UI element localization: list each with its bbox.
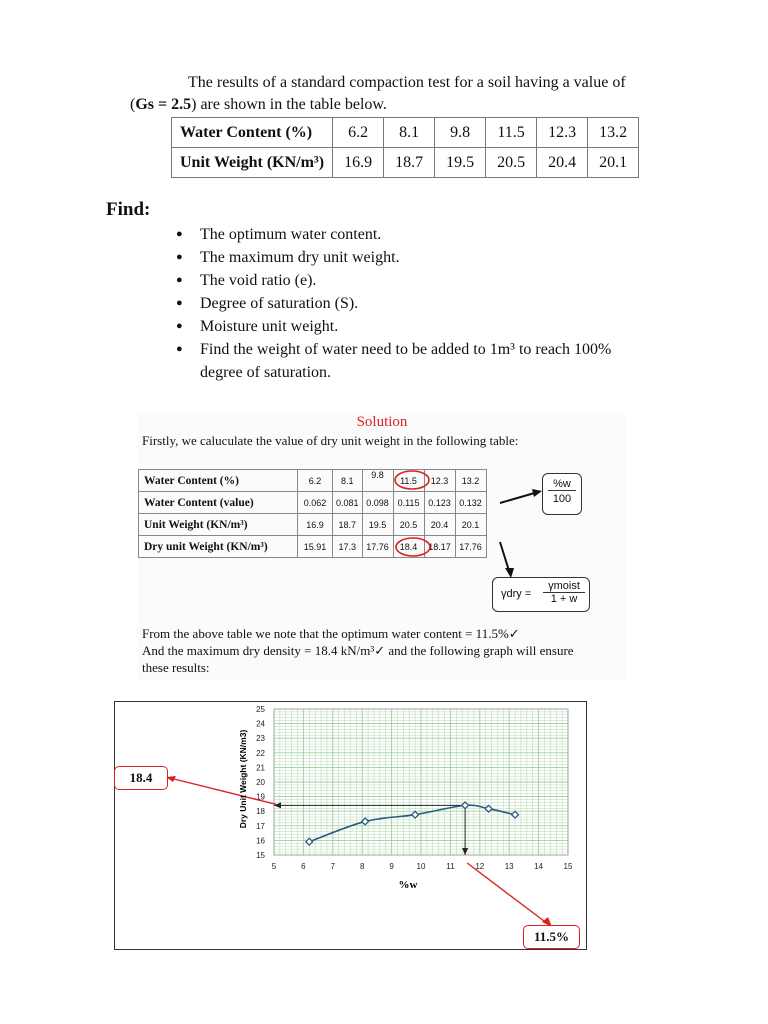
intro-line-1: The results of a standard compaction test for a soil having a value of bbox=[188, 74, 626, 91]
table-row: Unit Weight (KN/m³) 16.9 18.7 19.5 20.5 20.4 20.1 bbox=[139, 514, 487, 536]
x-tick-label: 9 bbox=[389, 862, 394, 871]
y-tick-label: 18 bbox=[256, 807, 265, 817]
conclusion-graph: these results: bbox=[142, 660, 210, 675]
solution-title: Solution bbox=[356, 414, 408, 430]
data-point-marker bbox=[462, 802, 469, 809]
list-item: ● Find the weight of water need to be added to 1m³ to reach 100% degree of saturation. bbox=[176, 338, 656, 384]
table-row: Dry unit Weight (KN/m³) 15.91 17.3 17.76 18.4 18.17 17.76 bbox=[139, 536, 487, 558]
x-tick-label: 11 bbox=[446, 862, 455, 871]
x-tick-label: 6 bbox=[301, 862, 306, 871]
compaction-curve bbox=[309, 805, 515, 842]
table-row: Water Content (%) 6.2 8.1 9.8 11.5 12.3 13.2 bbox=[139, 470, 487, 492]
y-axis-label: Dry Unit Weight (KN/m3) bbox=[238, 729, 248, 829]
list-item: ● The optimum water content. bbox=[176, 223, 656, 246]
conclusion-optimum: From the above table we note that the optimum water content = 11.5%✓ bbox=[142, 626, 520, 641]
gs-value: Gs = 2.5 bbox=[135, 96, 192, 113]
y-tick-label: 23 bbox=[256, 734, 265, 744]
data-point-marker bbox=[362, 818, 369, 825]
x-tick-label: 5 bbox=[271, 862, 277, 871]
percent-conversion-box: %w 100 bbox=[542, 473, 582, 515]
data-point-marker bbox=[306, 838, 313, 845]
dry-unit-weight-formula: γdry = γmoist 1 + w bbox=[492, 577, 590, 612]
x-tick-label: 7 bbox=[330, 862, 336, 871]
x-tick-label: 14 bbox=[534, 862, 544, 871]
table-row: Water Content (%) 6.2 8.1 9.8 11.5 12.3 13.2 bbox=[172, 118, 639, 148]
intro-line-2: (Gs = 2.5) are shown in the table below. bbox=[130, 96, 387, 113]
y-tick-label: 17 bbox=[256, 821, 265, 831]
optimum-annotation-arrow bbox=[467, 863, 548, 924]
y-tick-label: 25 bbox=[256, 705, 265, 714]
find-heading: Find: bbox=[106, 199, 151, 220]
guide-arrow-icon bbox=[462, 848, 468, 855]
x-tick-label: 15 bbox=[563, 862, 573, 871]
list-item: ● Moisture unit weight. bbox=[176, 315, 656, 338]
y-tick-label: 22 bbox=[256, 748, 265, 758]
x-tick-label: 10 bbox=[416, 862, 426, 871]
chart-annotations bbox=[166, 776, 552, 927]
guide-arrow-icon bbox=[274, 802, 281, 808]
chart-grid bbox=[274, 709, 568, 855]
max-dry-label: 18.4 bbox=[114, 766, 168, 790]
x-tick-label: 13 bbox=[504, 862, 514, 871]
table-row: Water Content (value) 0.062 0.081 0.098 0.115 0.123 0.132 bbox=[139, 492, 487, 514]
list-item: ● The void ratio (e). bbox=[176, 269, 656, 292]
y-tick-label: 20 bbox=[256, 778, 265, 787]
x-axis-label: %w bbox=[398, 879, 418, 891]
y-tick-label: 21 bbox=[256, 763, 265, 773]
solution-intro: Firstly, we caluculate the value of dry unit weight in the following table: bbox=[142, 433, 519, 448]
y-tick-label: 15 bbox=[256, 851, 265, 860]
y-tick-label: 19 bbox=[256, 792, 265, 802]
x-tick-label: 8 bbox=[359, 862, 365, 871]
optimum-water-label: 11.5% bbox=[523, 925, 580, 949]
y-tick-label: 16 bbox=[256, 836, 265, 846]
y-tick-label: 24 bbox=[256, 719, 265, 729]
list-item: ● Degree of saturation (S). bbox=[176, 292, 656, 315]
x-tick-label: 12 bbox=[475, 862, 485, 871]
table-row: Unit Weight (KN/m³) 16.9 18.7 19.5 20.5 20.4 20.1 bbox=[172, 148, 639, 178]
list-item: ● The maximum dry unit weight. bbox=[176, 246, 656, 269]
conclusion-max-dry: And the maximum dry density = 18.4 kN/m³✓ and the following graph will ensure bbox=[142, 643, 574, 658]
